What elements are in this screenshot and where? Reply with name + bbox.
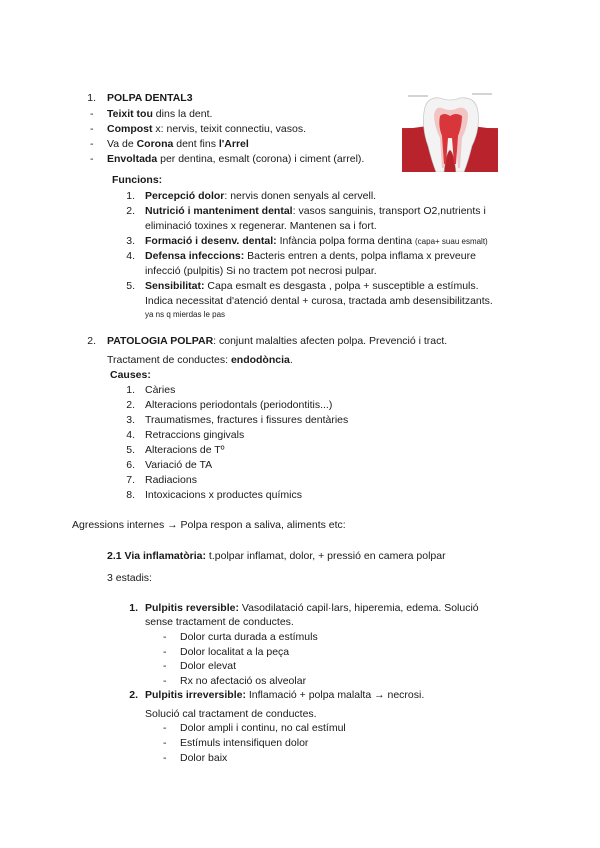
list-number: 3. — [126, 414, 135, 426]
list-number: 1. — [126, 384, 135, 396]
cause-item: Intoxicacions x productes químics — [145, 489, 302, 501]
s2-number: 2. — [87, 335, 96, 347]
funcio-item: Percepció dolor: nervis donen senyals al cervell. — [145, 190, 377, 202]
list-number: 5. — [126, 280, 135, 292]
dash: - — [163, 752, 167, 764]
dash: - — [163, 722, 167, 734]
dash: - — [163, 631, 167, 643]
list-number: 8. — [126, 489, 135, 501]
sub-item: Rx no afectació os alveolar — [180, 675, 307, 687]
cause-item: Càries — [145, 384, 176, 396]
dash: - — [163, 646, 167, 658]
tractament-line: Tractament de conductes: endodòncia. — [107, 354, 293, 366]
estadi-item: Pulpitis reversible: Vasodilatació capil·lars, hiperemia, edema. Solució — [145, 602, 479, 614]
sub-item: Dolor curta durada a estímuls — [180, 631, 318, 643]
sub-item: Estímuls intensifiquen dolor — [180, 737, 309, 749]
cause-item: Radiacions — [145, 474, 197, 486]
list-number: 2. — [126, 205, 135, 217]
dash: - — [163, 660, 167, 672]
sub-item: Dolor baix — [180, 752, 228, 764]
funcio-item: Formació i desenv. dental: Infància polpa forma dentina (capa+ suau esmalt) — [145, 235, 488, 247]
list-number: 2. — [129, 689, 138, 701]
tooth-illustration — [402, 90, 498, 172]
agressions-line: Agressions internes → Polpa respon a saliva, aliments etc: — [72, 519, 346, 531]
estadi-item: Pulpitis irreversible: Inflamació + polpa malalta → necrosi. — [145, 689, 425, 701]
cause-item: Variació de TA — [145, 459, 213, 471]
dash: - — [163, 675, 167, 687]
list-number: 7. — [126, 474, 135, 486]
cause-item: Traumatismes, fractures i fissures dentàries — [145, 414, 349, 426]
dash: - — [90, 153, 94, 165]
funcio-item: Sensibilitat: Capa esmalt es desgasta , polpa + susceptible a estímuls. — [145, 280, 479, 292]
funcio-item: Nutrició i manteniment dental: vasos sanguinis, transport O2,nutrients i — [145, 205, 486, 217]
s1-bullet: Va de Corona dent fins l'Arrel — [107, 138, 249, 150]
list-number: 1. — [126, 190, 135, 202]
dash: - — [90, 123, 94, 135]
funcio-note: ya ns q mierdas le pas — [145, 310, 226, 319]
sub-item: Dolor elevat — [180, 660, 237, 672]
s1-bullet: Teixit tou dins la dent. — [107, 108, 213, 120]
causes-label: Causes: — [110, 369, 151, 381]
tooth-icon — [402, 90, 498, 172]
funcio-item-cont: infecció (pulpitis) Si no tractem pot necrosi pulpar. — [145, 265, 377, 277]
list-number: 4. — [126, 250, 135, 262]
sub-item: Dolor ampli i continu, no cal estímul — [180, 722, 346, 734]
list-number: 5. — [126, 444, 135, 456]
dash: - — [90, 108, 94, 120]
list-number: 6. — [126, 459, 135, 471]
s2-title: PATOLOGIA POLPAR: conjunt malalties afecten polpa. Prevenció i tract. — [107, 335, 448, 347]
s21-title: 2.1 Via inflamatòria: t.polpar inflamat, dolor, + pressió en camera polpar — [107, 550, 446, 562]
funcions-label: Funcions: — [112, 174, 163, 186]
dash: - — [163, 737, 167, 749]
funcio-item-cont: Indica necessitat d'atenció dental + curosa, tractada amb desensibilitzants. — [145, 295, 493, 307]
list-number: 1. — [129, 602, 138, 614]
list-number: 4. — [126, 429, 135, 441]
s1-bullet: Envoltada per dentina, esmalt (corona) i ciment (arrel). — [107, 153, 365, 165]
cause-item: Retraccions gingivals — [145, 429, 245, 441]
cause-item: Alteracions de Tº — [145, 444, 225, 456]
s1-number: 1. — [87, 92, 96, 104]
funcio-item-cont: eliminació toxines x regenerar. Mantenen sa i fort. — [145, 220, 377, 232]
s1-bullet: Compost x: nervis, teixit connectiu, vasos. — [107, 123, 306, 135]
s1-title: POLPA DENTAL3 — [107, 92, 193, 104]
cause-item: Alteracions periodontals (periodontitis...) — [145, 399, 333, 411]
funcio-item: Defensa infeccions: Bacteris entren a dents, polpa inflama x preveure — [145, 250, 476, 262]
list-number: 3. — [126, 235, 135, 247]
estadi-item-cont: sense tractament de conductes. — [145, 616, 294, 628]
estadi-item-cont: Solució cal tractament de conductes. — [145, 708, 317, 720]
estadis-label: 3 estadis: — [107, 572, 152, 584]
dash: - — [90, 138, 94, 150]
list-number: 2. — [126, 399, 135, 411]
sub-item: Dolor localitat a la peça — [180, 646, 290, 658]
